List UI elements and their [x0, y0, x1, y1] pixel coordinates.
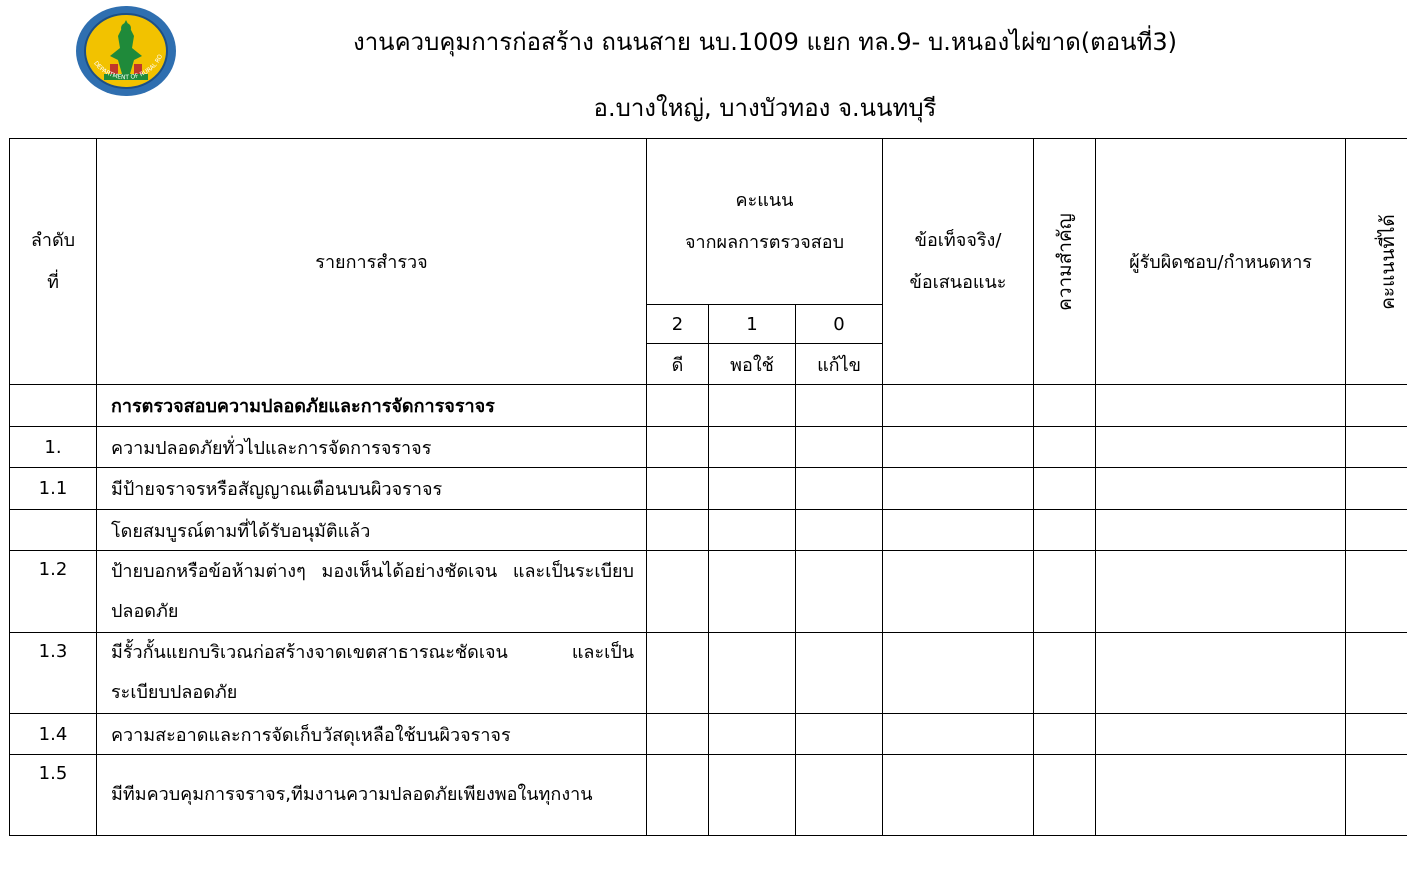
- col-order-header: ลำดับ ที่: [10, 139, 97, 385]
- row-number: 1.4: [10, 714, 97, 755]
- row-text: มีรั้วกั้นแยกบริเวณก่อสร้างจาดเขตสาธารณะชัดเจน และเป็นระเบียบปลอดภัย: [97, 633, 647, 714]
- row-text: ป้ายบอกหรือข้อห้ามต่างๆ มองเห็นได้อย่างชัดเจน และเป็นระเบียบปลอดภัย: [97, 551, 647, 633]
- score-value-fair: 1: [709, 305, 796, 344]
- table-row: [10, 510, 1407, 551]
- table-row: [10, 427, 1407, 468]
- row-text: โดยสมบูรณ์ตามที่ได้รับอนุมัติแล้ว: [97, 510, 647, 551]
- table-row: [10, 385, 1407, 427]
- row-number: 1.3: [10, 633, 97, 714]
- row-number: 1.5: [10, 755, 97, 836]
- score-label-good: ดี: [647, 344, 709, 385]
- score-label-fix: แก้ไข: [796, 344, 883, 385]
- table-row: [10, 633, 1407, 714]
- col-score-header: คะแนน จากผลการตรวจสอบ: [647, 139, 883, 305]
- logo-text: DEPARTMENT OF RURAL RO: [92, 53, 165, 82]
- col-importance-header: ความสำคัญ: [1034, 139, 1096, 385]
- score-label-fair: พอใช้: [709, 344, 796, 385]
- row-number: [10, 385, 97, 427]
- page-subtitle: อ.บางใหญ่, บางบัวทอง จ.นนทบุรี: [593, 94, 937, 122]
- row-number: 1.2: [10, 551, 97, 633]
- col-responsible-header: ผู้รับผิดชอบ/กำหนดหาร: [1096, 139, 1346, 385]
- col-points-header: คะแนนที่ได้: [1346, 139, 1407, 385]
- table-row: [10, 468, 1407, 510]
- inspection-table: [9, 138, 1407, 836]
- table-row: [10, 755, 1407, 836]
- row-number: [10, 510, 97, 551]
- row-text: ความสะอาดและการจัดเก็บวัสดุเหลือใช้บนผิวจราจร: [97, 714, 647, 755]
- table-row: [10, 714, 1407, 755]
- table-row: [10, 551, 1407, 633]
- score-value-good: 2: [647, 305, 709, 344]
- section-heading: การตรวจสอบความปลอดภัยและการจัดการจราจร: [97, 385, 647, 427]
- row-text: มีป้ายจราจรหรือสัญญาณเตือนบนผิวจราจร: [97, 468, 647, 510]
- row-text: ความปลอดภัยทั่วไปและการจัดการจราจร: [97, 427, 647, 468]
- score-value-fix: 0: [796, 305, 883, 344]
- row-number: 1.: [10, 427, 97, 468]
- row-number: 1.1: [10, 468, 97, 510]
- col-item-header: รายการสำรวจ: [97, 139, 647, 385]
- col-facts-header: ข้อเท็จจริง/ ข้อเสนอแนะ: [883, 139, 1034, 385]
- row-text: มีทีมควบคุมการจราจร,ทีมงานความปลอดภัยเพียงพอในทุกงาน: [97, 755, 647, 836]
- page-title: งานควบคุมการก่อสร้าง ถนนสาย นบ.1009 แยก ทล.9- บ.หนองไผ่ขาด(ตอนที่3): [352, 28, 1178, 56]
